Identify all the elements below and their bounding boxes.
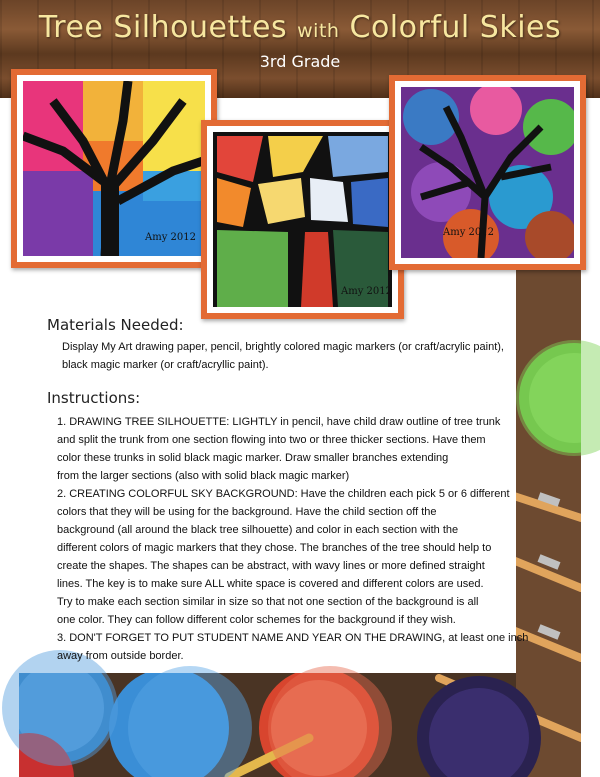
- instructions-line: different colors of magic markers that they chose. The branches of the tree should help to: [57, 542, 492, 554]
- artwork-signature: Amy 2012: [443, 227, 494, 238]
- instructions-line: from the larger sections (also with solid black magic marker): [57, 470, 350, 482]
- instructions-line: lines. The key is to make sure ALL white space is covered and different colors are used.: [57, 578, 484, 590]
- artwork-signature: Amy 2012: [341, 286, 392, 297]
- instructions-line: 3. DON'T FORGET TO PUT STUDENT NAME AND YEAR ON THE DRAWING, at least one inch: [57, 632, 529, 644]
- instructions-line: colors that they will be using for the background. Have the child section off the: [57, 506, 437, 518]
- instructions-line: background (all around the black tree silhouette) and color in each section with the: [57, 524, 459, 536]
- materials-heading: Materials Needed:: [47, 316, 184, 334]
- artwork-2: [201, 120, 404, 319]
- instructions-line: 2. CREATING COLORFUL SKY BACKGROUND: Have the children each pick 5 or 6 different: [57, 488, 510, 500]
- materials-line: black magic marker (or craft/acryllic paint).: [62, 359, 269, 371]
- instructions-line: one color. They can follow different color schemes for the background if they wish.: [57, 614, 456, 626]
- instructions-line: and split the trunk from one section flowing into two or three thicker sections. Have them: [57, 434, 486, 446]
- artwork-signature: Amy 2012: [145, 232, 196, 243]
- instructions-line: 1. DRAWING TREE SILHOUETTE: LIGHTLY in pencil, have child draw outline of tree trunk: [57, 416, 501, 428]
- instructions-line: color these trunks in solid black magic marker. Draw smaller branches extending: [57, 452, 449, 464]
- artwork-3: [389, 75, 586, 270]
- artwork-1: [11, 69, 217, 268]
- tree-painting-1: [23, 81, 205, 256]
- materials-text: [62, 338, 504, 374]
- instructions-text: [57, 413, 528, 665]
- grade-label: 3rd Grade: [259, 52, 341, 71]
- materials-line: Display My Art drawing paper, pencil, brightly colored magic markers (or craft/acrylic paint),: [62, 341, 504, 353]
- instructions-line: Try to make each section similar in size so that not one section of the background is all: [57, 596, 479, 608]
- tree-painting-2: [213, 132, 392, 307]
- instructions-line: away from outside border.: [57, 650, 184, 662]
- page-title: Tree Silhouettes with Colorful Skies: [38, 10, 562, 45]
- instructions-line: create the shapes. The shapes can be abstract, with wavy lines or more defined straight: [57, 560, 485, 572]
- instructions-heading: Instructions:: [47, 389, 141, 407]
